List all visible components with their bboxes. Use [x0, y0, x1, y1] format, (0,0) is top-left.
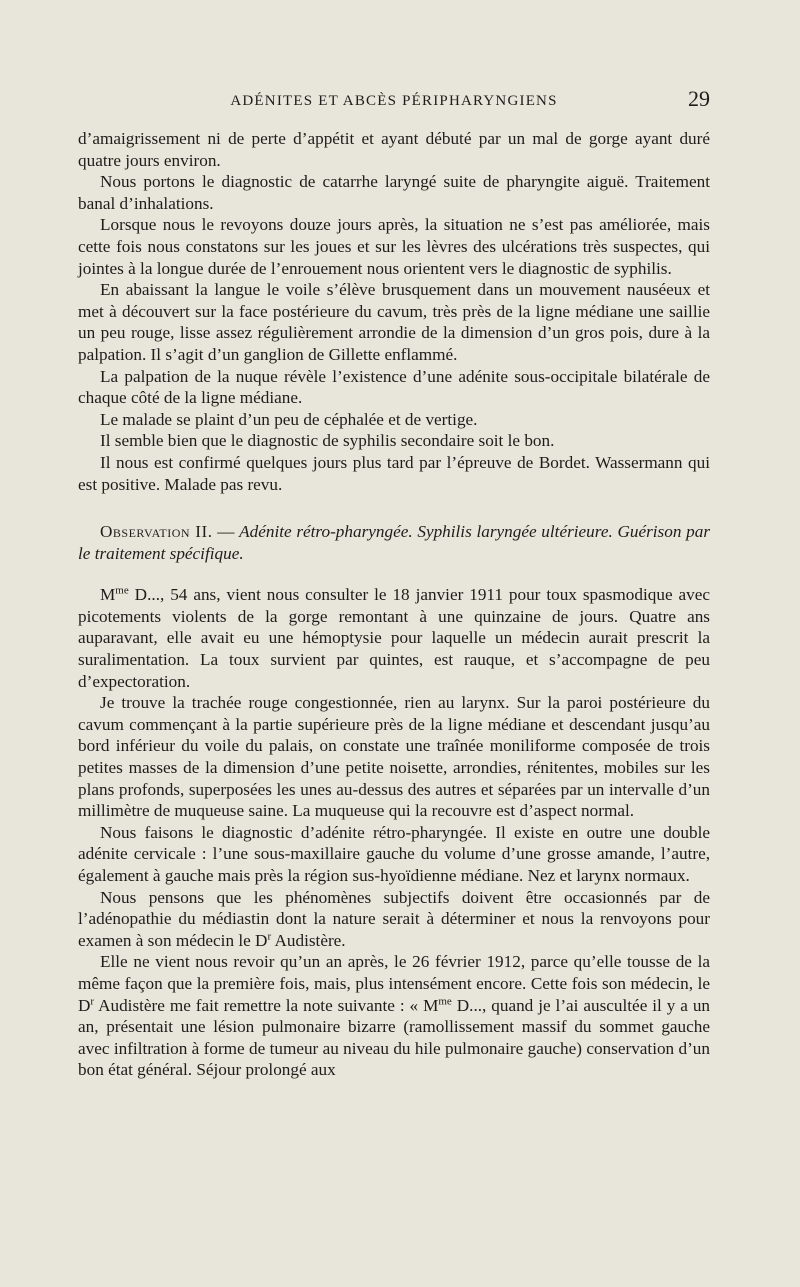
paragraph: Il semble bien que le diagnostic de syphilis secondaire soit le bon. — [100, 431, 555, 451]
paragraph: La palpation de la nuque révèle l’existence d’une adénite sous-occipitale bilatérale de chaque côté de la ligne médiane. — [78, 366, 710, 408]
paragraph: Il nous est confirmé quelques jours plus tard par l’épreuve de Bordet. Wassermann qui est positive. Malade pas revu. — [78, 452, 710, 494]
honorific-sup: me — [438, 994, 452, 1007]
paragraph: En abaissant la langue le voile s’élève brusquement dans un mouvement nauséeux et met à découvert sur la face postérieure du cavum, très près de la ligne médiane une saillie un peu rouge, lisse assez régulièrement arrondie de la dimension d’un gros pois, dure à la palpation. Il s’agit d’un ganglion de Gillette enflammé. — [78, 280, 710, 364]
case-paragraph — [78, 887, 710, 952]
case-paragraph — [78, 951, 710, 1081]
paragraph: Lorsque nous le revoyons douze jours après, la situation ne s’est pas améliorée, mais cette fois nous constatons sur les joues et sur les lèvres des ulcérations très suspectes, qui jointes à la longue durée de l’enrouement nous orientent vers le diagnostic de syphilis. — [78, 215, 710, 278]
doctor-sup: r — [90, 994, 95, 1007]
case-text: D..., quand je l’ai auscultée il y a un an, présentait une lésion pulmonaire bizarre (ramollissement massif du sommet gauche avec infiltration à forme de tumeur au niveau du hile pulmonaire gauche) conservation d’un bon état général. Séjour prolongé aux — [78, 995, 711, 1080]
paragraph: Le malade se plaint d’un peu de céphalée et de vertige. — [100, 409, 478, 429]
case-text: Nous pensons que les phénomènes subjectifs doivent être occasionnés par de l’adénopathie du médiastin dont la nature serait à déterminer et nous la renvoyons pour examen à son médecin le D — [78, 887, 710, 950]
case-honorific-sup: me — [115, 584, 129, 597]
running-head — [78, 86, 710, 114]
case-paragraph: Je trouve la trachée rouge congestionnée, rien au larynx. Sur la paroi postérieure du cavum commençant à la partie supérieure près de la ligne médiane et descendant jusqu’au bord inférieur du voile du palais, on constate une traînée moniliforme composée de trois petites masses de la dimension d’une petite noisette, arrondies, rénitentes, mobiles sur les plans profonds, superposées les unes au-dessus des autres et séparées par un intervalle d’un millimètre de muqueuse saine. La muqueuse qui la recouvre est d’aspect normal. — [78, 693, 710, 821]
observation-dash: — — [212, 522, 240, 542]
observation-title: Adénite rétro-pharyngée. Syphilis laryngée ultérieure. Guérison par le traitement spécifique. — [78, 522, 711, 563]
case-text: D..., 54 ans, vient nous consulter le 18 janvier 1911 pour toux spasmodique avec picotements violents de la gorge remontant à une quinzaine de jours. Quatre ans auparavant, elle avait eu une hémoptysie pour laquelle un médecin aurait prescrit la suralimentation. La toux survient par quintes, est rauque, et s’accompagne de peu d’expectoration. — [78, 585, 710, 691]
case-honorific: M — [100, 585, 116, 605]
paragraph: d’amaigrissement ni de perte d’appétit et ayant débuté par un mal de gorge ayant duré quatre jours environ. — [78, 129, 710, 170]
case-paragraph: Nous faisons le diagnostic d’adénite rétro-pharyngée. Il existe en outre une double adénite cervicale : l’une sous-maxillaire gauche du volume d’une grosse amande, l’autre, également à gauche mais près la région sus-hyoïdienne médiane. Nez et larynx normaux. — [78, 822, 710, 885]
doctor-sup: r — [267, 930, 272, 943]
text-body — [78, 128, 710, 1081]
case-text: Audistère me fait remettre la note suivante : « M — [94, 995, 439, 1015]
running-head-title: ADÉNITES ET ABCÈS PÉRIPHARYNGIENS — [230, 93, 558, 109]
observation-heading — [78, 521, 710, 564]
page-number: 29 — [688, 86, 710, 111]
observation-label: Observation II. — [100, 522, 213, 542]
paragraph: Nous portons le diagnostic de catarrhe laryngé suite de pharyngite aiguë. Traitement banal d’inhalations. — [78, 172, 710, 213]
case-text: Audistère. — [271, 930, 346, 950]
case-paragraph — [78, 584, 710, 692]
case-text: Elle ne vient nous revoir qu’un an après, le 26 février 1912, parce qu’elle tousse de la même façon que la première fois, mais, plus intensément encore. Cette fois son médecin, le D — [78, 952, 710, 1015]
